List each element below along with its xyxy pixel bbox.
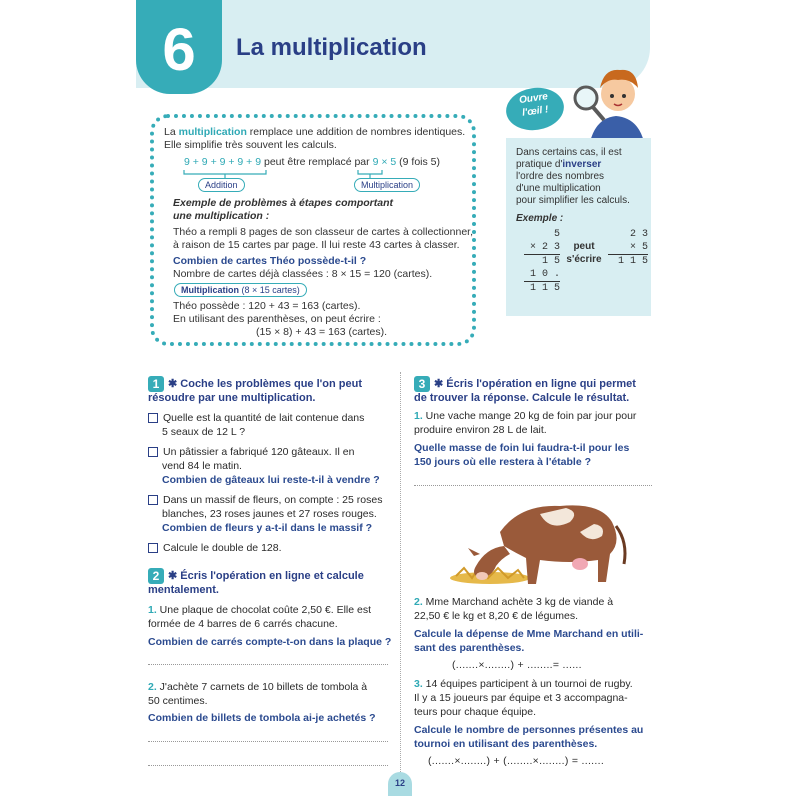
exercise-2-number: 2 <box>148 568 164 584</box>
exercise-2-header: 2 ✱ Écris l'opération en ligne et calcule <box>148 568 388 584</box>
tip-left-calc: 5 × 2 3 1 5 1 0 . 1 1 5 <box>524 228 560 295</box>
tip-text-1: Dans certains cas, il est <box>516 147 622 158</box>
chapter-number: 6 <box>136 0 222 94</box>
multiplication-label: Multiplication <box>354 178 420 192</box>
exercise-2-header-2: mentalement. <box>148 584 219 596</box>
ex3-question-1b: 150 jours où elle restera à l'étable ? <box>414 456 591 468</box>
step-label: Multiplication (8 × 15 cartes) <box>174 283 307 297</box>
tip-text-5: pour simplifier les calculs. <box>516 195 630 206</box>
page-number: 12 <box>388 772 412 796</box>
definition-line-1: La multiplication remplace une addition de nombres identiques. <box>164 126 466 138</box>
tip-example-label: Exemple : <box>516 213 564 224</box>
ex2-problem-2: 2. J'achète 7 carnets de 10 billets de tombola à 50 centimes. <box>148 681 368 707</box>
ex3-question-3a: Calcule le nombre de personnes présentes au <box>414 724 644 736</box>
answer-line-ex2-2a[interactable] <box>148 740 388 742</box>
tip-right-calc: 2 3 × 5 1 1 5 <box>608 228 648 268</box>
tip-text-4: d'une multiplication <box>516 183 601 194</box>
ex2-question-1: Combien de carrés compte-t-on dans la plaque ? <box>148 636 392 648</box>
keyword-multiplication: multiplication <box>178 126 247 138</box>
exercise-1-header-2: résoudre par une multiplication. <box>148 392 316 404</box>
story-question: Combien de cartes Théo possède-t-il ? <box>173 255 367 267</box>
ex3-problem-2: 2. Mme Marchand achète 3 kg de viande à 22,50 € le kg et 8,20 € de légumes. <box>414 596 614 622</box>
ex1-item-2: Un pâtissier a fabriqué 120 gâteaux. Il en vend 84 le matin. Combien de gâteaux lui reste-t-il à vendre ? <box>148 445 393 487</box>
answer-line-ex2-1[interactable] <box>148 663 388 665</box>
example-title-2: une multiplication : <box>173 210 270 222</box>
ex3-problem-1: 1. Une vache mange 20 kg de foin par jour pour produire environ 28 L de lait. <box>414 410 637 436</box>
tip-text-2: pratique d'inverser <box>516 159 602 170</box>
story-line-2: à raison de 15 cartes par page. Il lui reste 43 cartes à classer. <box>173 239 460 251</box>
ex3-question-2a: Calcule la dépense de Mme Marchand en utili- <box>414 628 644 640</box>
ex3-problem-3: 3. 14 équipes participent à un tournoi de rugby. Il y a 15 joueurs par équipe et 3 accompagna- teurs pour chaque équipe. <box>414 678 633 718</box>
page-title: La multiplication <box>236 34 427 61</box>
step-4: (15 × 8) + 43 = 163 (cartes). <box>256 326 388 338</box>
ex1-item-3: Dans un massif de fleurs, on compte : 25 roses blanches, 23 roses jaunes et 27 roses rouges. Combien de fleurs y a-t-il dans le massif ? <box>148 493 398 535</box>
checkbox-2[interactable] <box>148 447 158 457</box>
exercise-1-header: 1 ✱ Coche les problèmes que l'on peut <box>148 376 388 392</box>
checkbox-3[interactable] <box>148 495 158 505</box>
column-divider <box>400 372 401 776</box>
definition-line-2: Elle simplifie très souvent les calculs. <box>164 139 337 151</box>
addition-label: Addition <box>198 178 245 192</box>
step-1: Nombre de cartes déjà classées : 8 × 15 = 120 (cartes). <box>173 268 433 280</box>
ouvre-loeil-bubble: Ouvre l'œil ! <box>503 84 566 134</box>
ex3-question-1a: Quelle masse de foin lui faudra-t-il pour les <box>414 442 630 454</box>
tip-text-3: l'ordre des nombres <box>516 171 605 182</box>
checkbox-4[interactable] <box>148 543 158 553</box>
checkbox-1[interactable] <box>148 413 158 423</box>
ex2-question-2: Combien de billets de tombola ai-je achetés ? <box>148 712 376 724</box>
answer-line-ex2-2b[interactable] <box>148 764 388 766</box>
ex3-question-3b: tournoi en utilisant des parenthèses. <box>414 738 598 750</box>
ex2-problem-1: 1. Une plaque de chocolat coûte 2,50 €. Elle est formée de 4 barres de 6 carrés chacune. <box>148 604 371 630</box>
story-line-1: Théo a rempli 8 pages de son classeur de cartes à collectionner, <box>173 226 474 238</box>
step-3: En utilisant des parenthèses, on peut écrire : <box>173 313 381 325</box>
example-title-1: Exemple de problèmes à étapes comportant <box>173 197 393 209</box>
cow-illustration <box>430 492 650 592</box>
boy-with-magnifier-illustration <box>560 58 652 142</box>
definition-example-expression: 9 + 9 + 9 + 9 + 9 peut être remplacé par 9 × 5 (9 fois 5) <box>184 156 441 168</box>
ex1-item-1: Quelle est la quantité de lait contenue dans 5 seaux de 12 L ? <box>148 411 393 439</box>
exercise-3-header-2: de trouver la réponse. Calcule le résultat. <box>414 392 630 404</box>
ex3-answer-template-3[interactable]: (.......×........) + (........×........) = ....... <box>428 755 605 767</box>
exercise-1-number: 1 <box>148 376 164 392</box>
tip-peut-secrire: peut s'écrire <box>566 241 602 265</box>
exercise-3-number: 3 <box>414 376 430 392</box>
step-2: Théo possède : 120 + 43 = 163 (cartes). <box>173 300 361 312</box>
ex3-question-2b: sant des parenthèses. <box>414 642 525 654</box>
exercise-3-header: 3 ✱ Écris l'opération en ligne qui permet <box>414 376 659 392</box>
answer-line-ex3-1[interactable] <box>414 484 652 486</box>
ex1-item-4: Calcule le double de 128. <box>148 541 282 555</box>
ex3-answer-template-2[interactable]: (.......×........) + ........= ...... <box>452 659 582 671</box>
